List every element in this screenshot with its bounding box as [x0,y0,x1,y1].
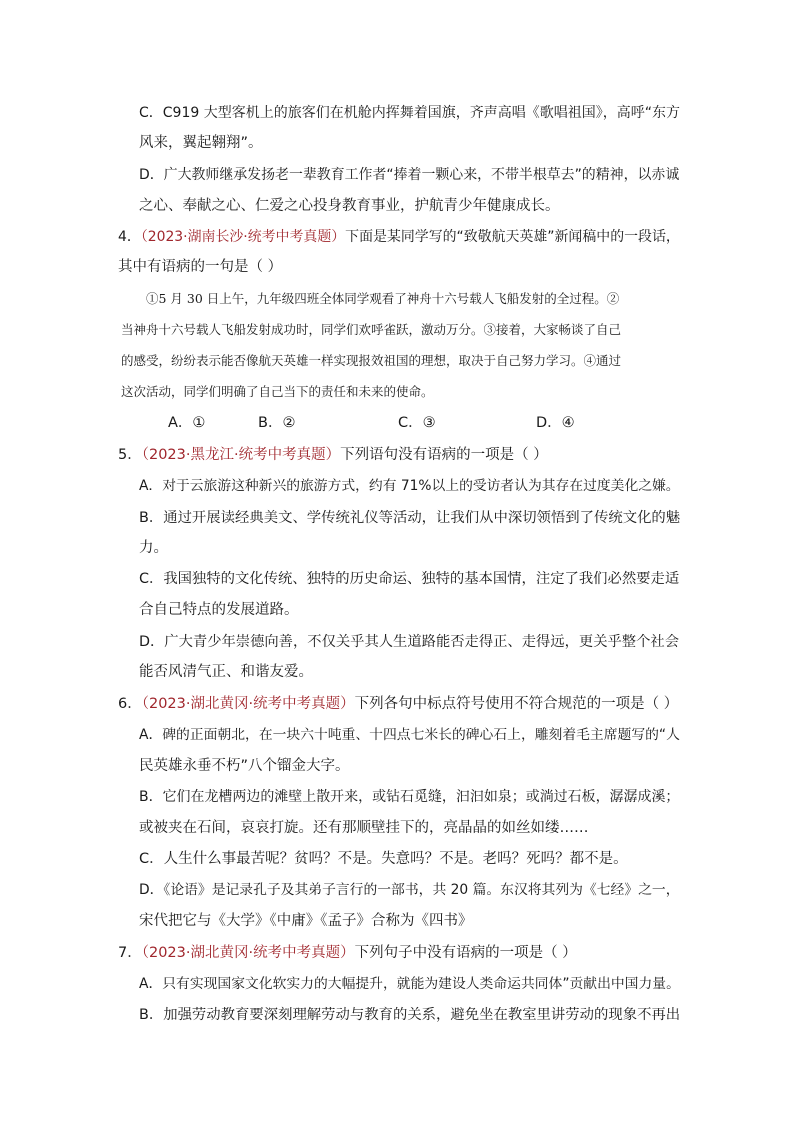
question-4-stem-line-2: 其中有语病的一句是（ ） [118,259,283,275]
question-stem-text: 下面是某同学写的“致敬航天英雄”新闻稿中的一段话， [345,229,680,245]
option-d-line-2: 能否风清气正、和谐友爱。 [139,664,313,680]
option-b-line-1: B．通过开展读经典美文、学传统礼仪等活动，让我们从中深切领悟到了传统文化的魅 [139,510,681,526]
question-source: （2023·湖南长沙·统考中考真题） [140,229,346,245]
option-c: C．③ [398,415,436,431]
passage-line: 的感受，纷纷表示能否像航天英雄一样实现报效祖国的理想，取决于自己努力学习。④通过 [121,353,622,368]
question-number: 6． [118,696,142,712]
option-b-line-2: 或被夹在石间，哀哀打旋。还有那顺壁挂下的，亮晶晶的如丝如缕…… [139,820,589,836]
option-c-line-2: 合自己特点的发展道路。 [139,602,299,618]
option-a-line-1: A．碑的正面朝北，在一块六十吨重、十四点七米长的碑心石上，雕刻着毛主席题写的“人 [139,727,680,743]
passage-line: ①5 月 30 日上午，九年级四班全体同学观看了神舟十六号载人飞船发射的全过程。② [146,291,620,306]
question-4-stem [118,227,680,247]
option-a: A．对于云旅游这种新兴的旅游方式，约有 71%以上的受访者认为其存在过度美化之嫌。 [139,478,680,494]
question-number: 7． [118,945,142,961]
option-d-line-1: D．广大教师继承发扬老一辈教育工作者“捧着一颗心来，不带半根草去”的精神，以赤诚 [139,167,680,183]
question-source: （2023·黑龙江·统考中考真题） [141,447,341,463]
option-b-line-1: B．它们在龙槽两边的滩壁上散开来，或钻石觅缝，汩汩如泉；或淌过石板，潺潺成溪； [139,789,680,805]
option-a: A．只有实现国家文化软实力的大幅提升，就能为建设人类命运共同体”贡献出中国力量。 [139,976,680,992]
option-d-line-2: 宋代把它与《大学》《中庸》《孟子》合称为《四书》 [139,913,473,929]
option-c: C．人生什么事最苦呢？贫吗？不是。失意吗？不是。老吗？死吗？都不是。 [139,851,628,867]
question-5-stem [118,445,548,465]
option-c-line-1: C．我国独特的文化传统、独特的历史命运、独特的基本国情，注定了我们必然要走适 [139,571,680,587]
passage-line: 这次活动，同学们明确了自己当下的责任和未来的使命。 [121,384,434,399]
option-b: B．② [258,415,296,431]
option-d: D．④ [536,415,575,431]
option-c-line-1: C．C919 大型客机上的旅客们在机舱内挥舞着国旗，齐声高唱《歌唱祖国》，高呼“东方 [139,105,680,121]
question-number: 5． [118,447,142,463]
option-d-line-2: 之心、奉献之心、仁爱之心投身教育事业，护航青少年健康成长。 [139,198,560,214]
question-6-stem [118,694,678,714]
passage-line: 当神舟十六号载人飞船发射成功时，同学们欢呼雀跃，激动万分。③接着，大家畅谈了自己 [121,322,622,337]
question-stem-text: 下列句子中没有语病的一项是（ ） [354,945,577,961]
question-source: （2023·湖北黄冈·统考中考真题） [141,696,355,712]
question-source: （2023·湖北黄冈·统考中考真题） [141,945,355,961]
question-stem-text: 下列语句没有语病的一项是（ ） [340,447,548,463]
option-b-line-1: B．加强劳动教育要深刻理解劳动与教育的关系，避免坐在教室里讲劳动的现象不再出 [139,1007,681,1023]
option-c-line-2: 风来，翼起翱翔”。 [139,135,263,151]
option-d-line-1: D．广大青少年崇德向善，不仅关乎其人生道路能否走得正、走得远，更关乎整个社会 [139,634,679,650]
option-d-line-1: D．《论语》是记录孔子及其弟子言行的一部书，共 20 篇。东汉将其列为《七经》之一， [139,882,680,898]
option-a: A．① [168,415,206,431]
option-b-line-2: 力。 [139,540,168,556]
question-7-stem [118,943,577,963]
option-a-line-2: 民英雄永垂不朽”八个镏金大字。 [139,758,350,774]
question-stem-text: 下列各句中标点符号使用不符合规范的一项是（ ） [354,696,679,712]
question-number: 4． [118,229,141,245]
